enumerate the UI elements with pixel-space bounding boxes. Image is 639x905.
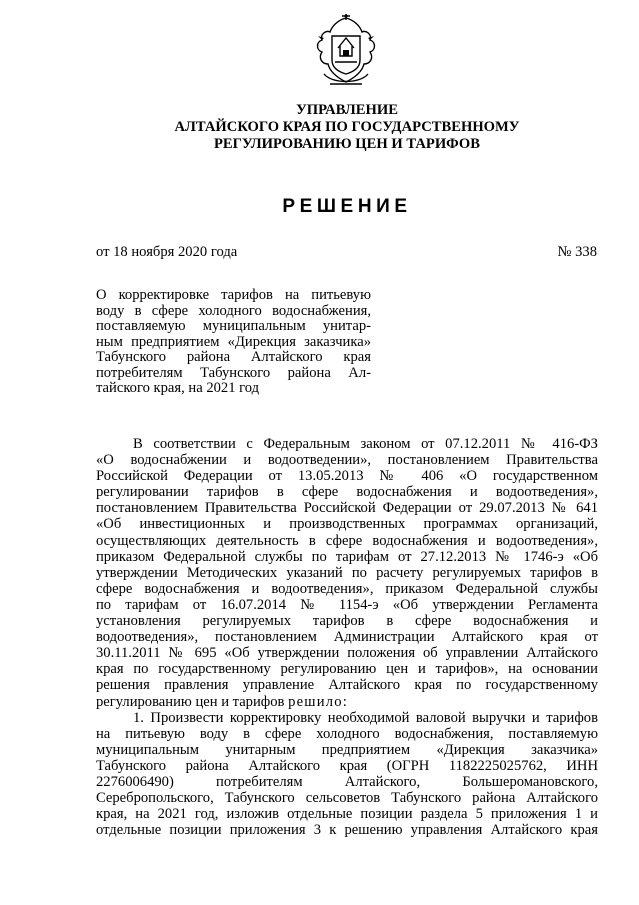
document-number: № 338 xyxy=(557,244,597,260)
subject-line: потребителям Табунского района Ал- xyxy=(96,364,371,381)
body-line: Табунского района Алтайского края (ОГРН 1182225025762, ИНН xyxy=(96,757,598,774)
body-line: края, на 2021 год, изложив отдельные позиции раздела 5 приложения 1 и xyxy=(96,806,598,823)
body-line: регулировании тарифов в сфере водоснабжения и водоотведения», xyxy=(96,484,598,501)
body-line: регулированию цен и тарифов xyxy=(96,693,285,710)
authority-name xyxy=(0,102,639,153)
subject-line: тайского края, на 2021 год xyxy=(96,380,260,396)
subject-line: О корректировке тарифов на питьевую xyxy=(96,287,371,303)
body-line: 2276006490) потребителям Алтайского, Большеромановского, xyxy=(96,773,598,790)
body-line: отдельные позиции приложения 3 к решению управления Алтайского края xyxy=(96,822,598,839)
subject-line: ным предприятием «Дирекция заказчика» xyxy=(96,333,371,350)
authority-line: РЕГУЛИРОВАНИЮ ЦЕН И ТАРИФОВ xyxy=(214,136,480,152)
body-line: 1. Произвести корректировку необходимой валовой выручки и тарифов xyxy=(133,709,598,726)
body-line: водоотведения», постановлением Администрации Алтайского края от xyxy=(96,629,598,646)
body-line: утверждении Методических указаний по расчету регулируемых тарифов в xyxy=(96,564,598,581)
body-line: В соответствии с Федеральным законом от 07.12.2011 № 416-ФЗ xyxy=(133,436,598,452)
body-line: сфере водоснабжения и водоотведения», приказом Федеральной службы xyxy=(96,580,598,597)
document-body xyxy=(96,436,598,838)
document-date: от 18 ноября 2020 года xyxy=(96,244,238,260)
body-line: 30.11.2011 № 695 «Об утверждении положения об управлении Алтайского xyxy=(96,645,598,662)
body-line: муниципальным унитарным предприятием «Дирекция заказчика» xyxy=(96,741,598,758)
authority-line: УПРАВЛЕНИЕ xyxy=(296,102,398,118)
body-line: решения правления управление Алтайского края по государственному xyxy=(96,677,598,694)
body-line: на питьевую воду в сфере холодного водоснабжения, поставляемую xyxy=(96,725,598,742)
body-line: Серебропольского, Табунского сельсоветов Табунского района Алтайского xyxy=(96,790,598,807)
document-subject xyxy=(96,288,371,397)
body-line: по тарифам от 16.07.2014 № 1154-э «Об утверждении Регламента xyxy=(96,596,598,613)
decided-tail: : xyxy=(342,693,347,710)
body-line: установления регулируемых тарифов в сфере водоснабжения и xyxy=(96,613,598,630)
authority-line: АЛТАЙСКОГО КРАЯ ПО ГОСУДАРСТВЕННОМУ xyxy=(174,119,520,135)
subject-line: Табунского района Алтайского края xyxy=(96,349,371,365)
body-line: «Об инвестиционных и производственных программах организаций, xyxy=(96,516,598,533)
subject-line: воду в сфере холодного водоснабжения, xyxy=(96,302,371,319)
body-line: «О водоснабжении и водоотведении», постановлением Правительства xyxy=(96,452,598,469)
coat-of-arms-icon xyxy=(308,12,384,96)
body-line: края по государственному регулированию цен и тарифов», на основании xyxy=(96,661,598,678)
decided-word: решило xyxy=(288,693,343,710)
body-line-decision xyxy=(96,694,598,710)
document-title: РЕШЕНИЕ xyxy=(282,196,412,217)
body-line: приказом Федеральной службы по тарифам от 27.12.2013 № 1746-э «Об xyxy=(96,548,598,565)
body-line: Российской Федерации от 13.05.2013 № 406 «О государственном xyxy=(96,468,598,485)
body-line: постановлением Правительства Российской Федерации от 29.07.2013 № 641 xyxy=(96,500,598,517)
subject-line: поставляемую муниципальным унитар- xyxy=(96,318,371,334)
body-line: осуществляющих деятельность в сфере водоснабжения и водоотведения», xyxy=(96,532,598,549)
